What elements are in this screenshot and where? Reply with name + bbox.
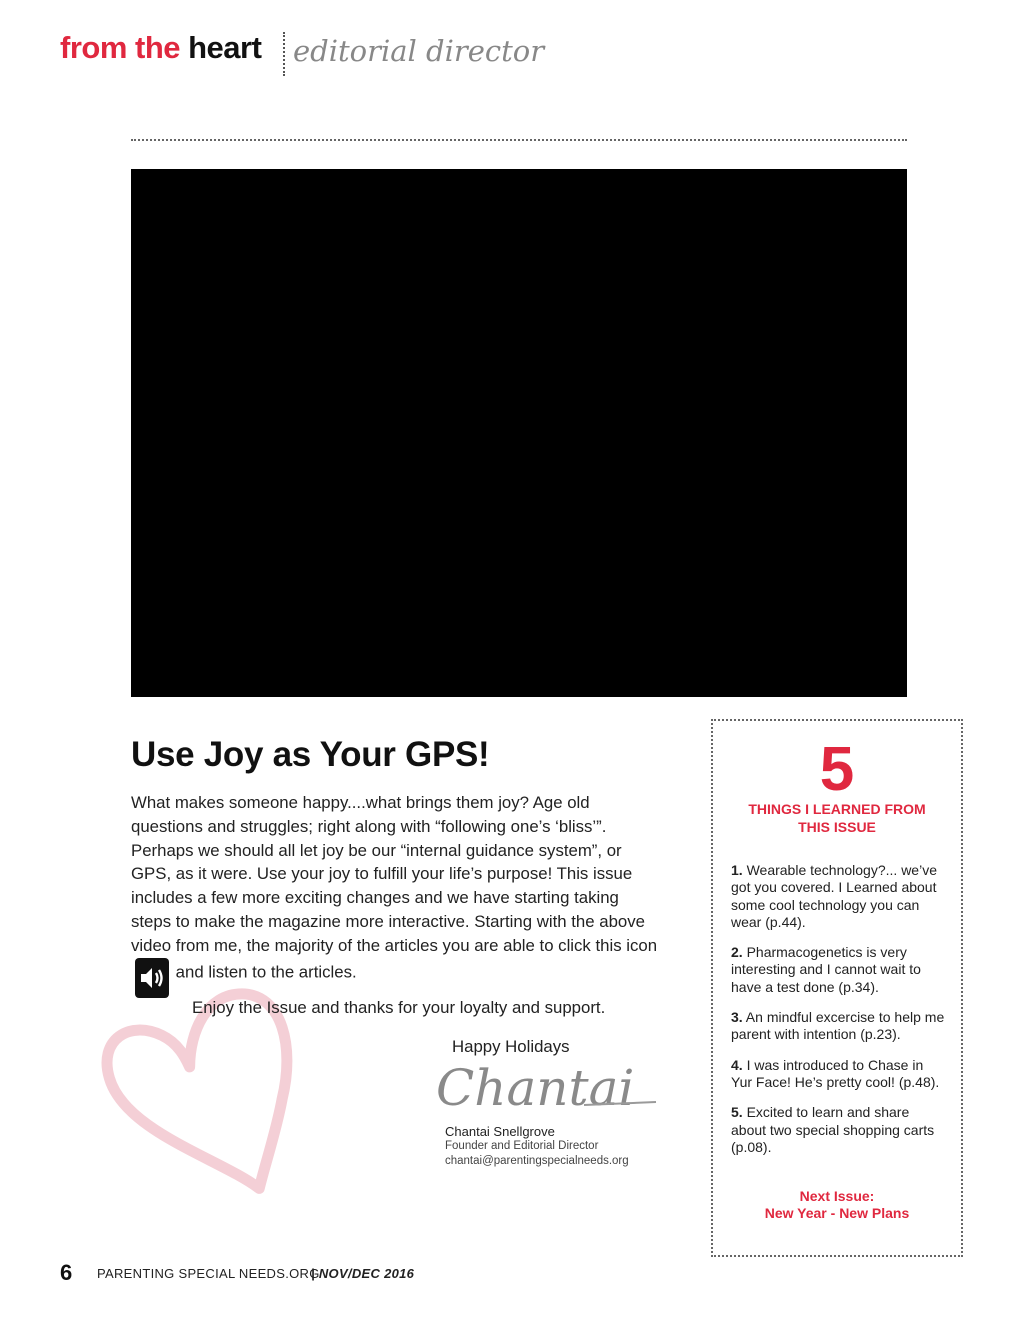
item-text: Excited to learn and share about two special shopping carts (p.08). (731, 1104, 935, 1155)
publication-name: PARENTING SPECIAL NEEDS.ORG (97, 1266, 320, 1281)
header-divider (283, 32, 285, 76)
section-title (60, 30, 261, 66)
things-learned-box (711, 719, 963, 1257)
next-issue-label: Next Issue: (799, 1188, 875, 1204)
item-number: 2. (731, 944, 743, 961)
item-number: 1. (731, 862, 743, 878)
section-title-bold: heart (188, 30, 262, 65)
article-body (131, 791, 661, 988)
item-text: An mindful excercise to help me parent with intention (p.23). (731, 1009, 945, 1043)
author-name: Chantai Snellgrove (445, 1124, 555, 1139)
box-list (731, 862, 947, 1169)
author-role: Founder and Editorial Director (445, 1140, 599, 1152)
section-title-red: from the (60, 30, 189, 65)
author-email[interactable]: chantai@parentingspecialneeds.org (445, 1155, 629, 1167)
closing-line: Enjoy the Issue and thanks for your loyalty and support. (192, 998, 606, 1017)
item-text: Wearable technology?... we’ve got you covered. I Learned about some cool technology you can wear (p.44). (731, 862, 937, 930)
item-number: 3. (731, 1009, 743, 1026)
list-item (731, 1009, 947, 1044)
article-text-end: and listen to the articles. (171, 962, 357, 982)
dotted-rule (131, 139, 907, 141)
box-number: 5 (819, 735, 855, 804)
next-issue-title: New Year - New Plans (764, 1205, 910, 1221)
item-number: 5. (731, 1104, 743, 1121)
item-text: Pharmacogenetics is very interesting and I cannot wait to have a test done (p.34). (731, 944, 921, 995)
signature-text: Chantai (436, 1059, 635, 1117)
video-player[interactable] (131, 169, 907, 697)
page-number: 6 (60, 1260, 73, 1285)
list-item (731, 862, 947, 931)
issue-date: | NOV/DEC 2016 (311, 1266, 415, 1281)
next-issue (713, 1188, 961, 1222)
item-text: I was introduced to Chase in Yur Face! He’s pretty cool! (p.48). (731, 1056, 940, 1090)
author-block (445, 1124, 629, 1169)
greeting: Happy Holidays (452, 1037, 570, 1056)
list-item (731, 944, 947, 996)
list-item (731, 1104, 947, 1156)
article-title: Use Joy as Your GPS! (131, 735, 490, 774)
item-number: 4. (731, 1056, 743, 1073)
list-item (731, 1057, 947, 1092)
box-heading: THINGS I LEARNED FROM THIS ISSUE (748, 801, 926, 835)
section-subtitle: editorial director (293, 34, 545, 68)
speaker-icon[interactable] (135, 958, 169, 998)
signature (434, 1055, 658, 1121)
article-text: What makes someone happy....what brings them joy? Age old questions and struggles; right along with “following one’s ‘bliss’”. Perhaps we should all let joy be our “internal guidance system”, or GPS, as it were. Use your joy to fulfill your life’s purpose! This issue includes a few more exciting changes and we have starting taking steps to make the magazine more interactive. Starting with the above video from me, the majority of the articles you are able to click this icon (131, 793, 658, 955)
